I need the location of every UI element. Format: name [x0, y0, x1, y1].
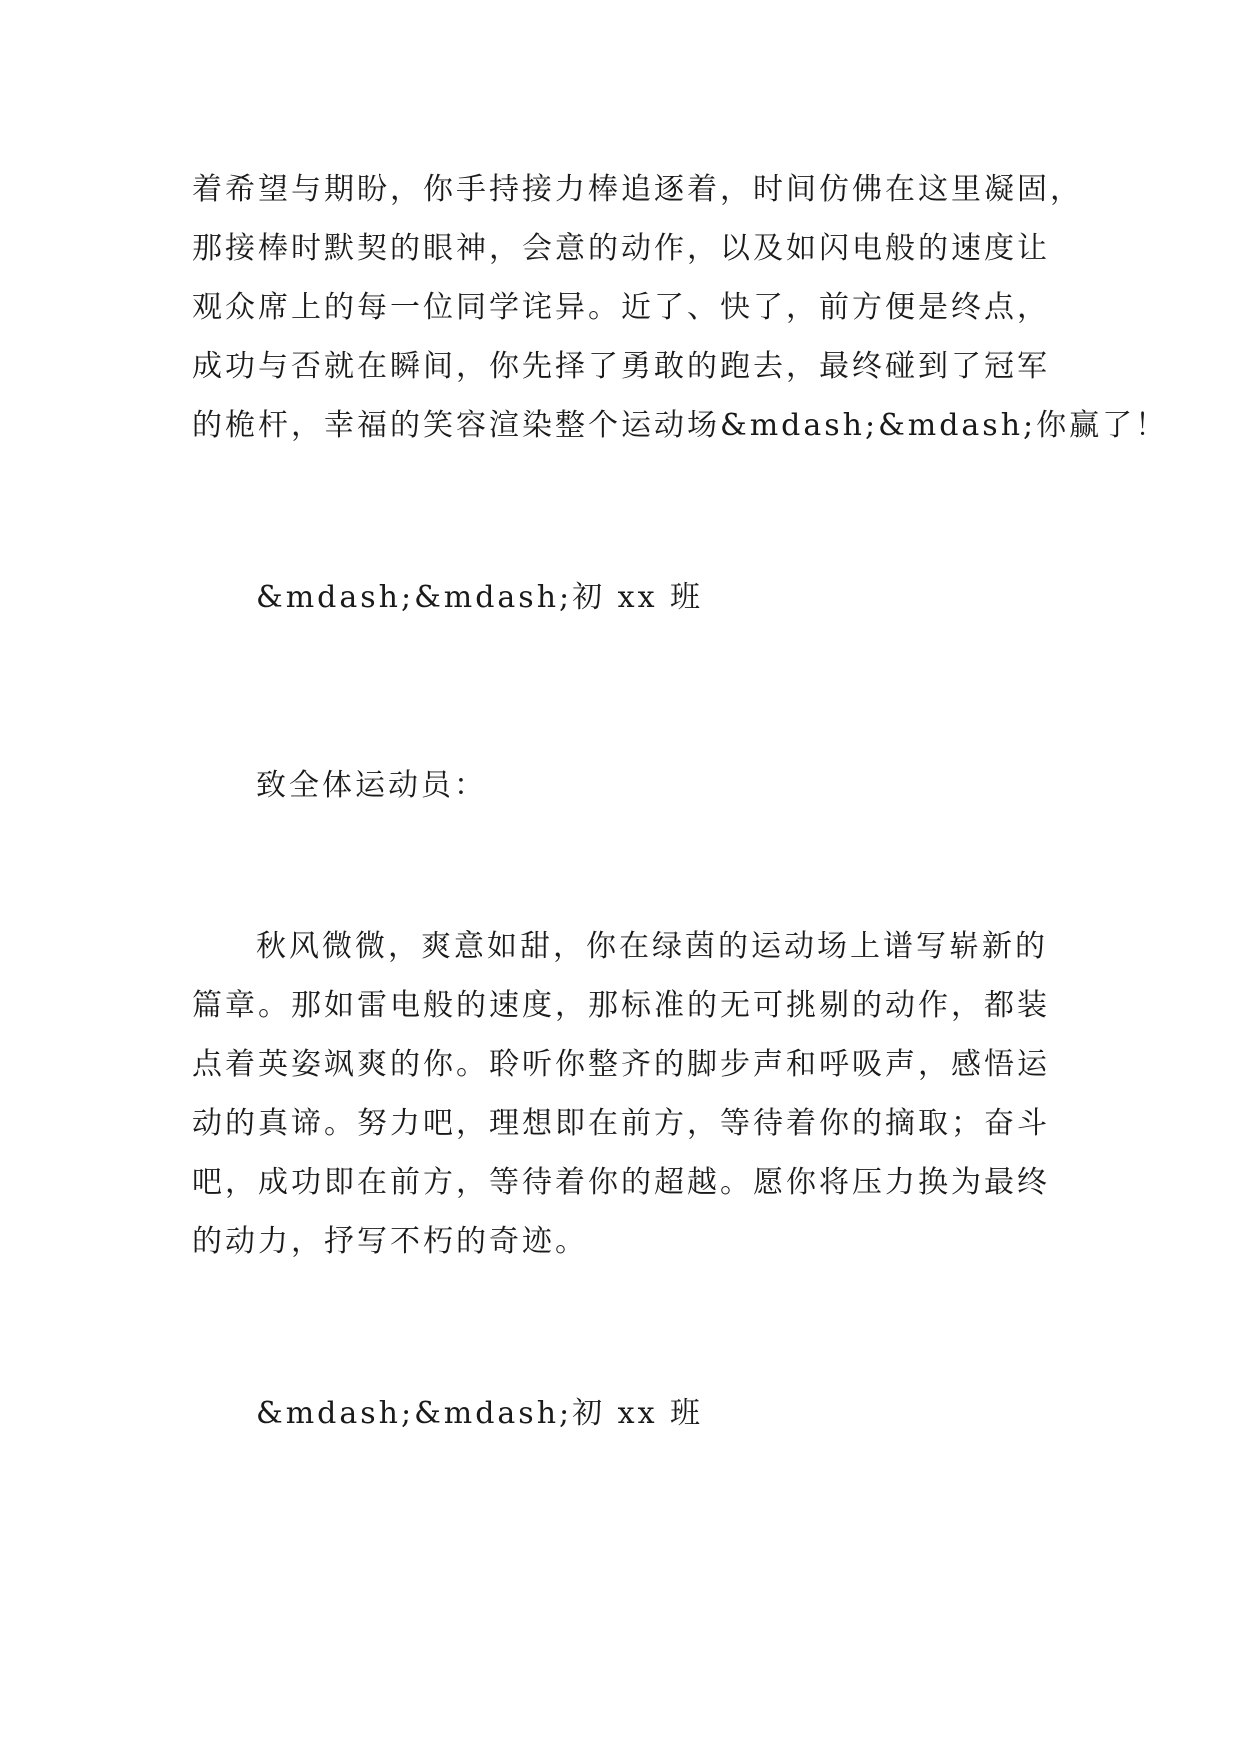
paragraph-line: 那接棒时默契的眼神，会意的动作，以及如闪电般的速度让: [192, 231, 1050, 266]
salutation: 致全体运动员：: [256, 768, 487, 803]
paragraph-relay-race: [192, 160, 1169, 455]
paragraph-line: 的桅杆，幸福的笑容渲染整个运动场&mdash;&mdash;你赢了！: [192, 408, 1169, 443]
paragraph-line: 吧，成功即在前方，等待着你的超越。愿你将压力换为最终: [192, 1165, 1050, 1200]
paragraph-line: 的动力，抒写不朽的奇迹。: [192, 1224, 588, 1259]
paragraph-line: 篇章。那如雷电般的速度，那标准的无可挑剔的动作，都装: [192, 988, 1050, 1023]
paragraph-line: 点着英姿飒爽的你。聆听你整齐的脚步声和呼吸声，感悟运: [192, 1047, 1050, 1082]
paragraph-line: 着希望与期盼，你手持接力棒追逐着，时间仿佛在这里凝固，: [192, 172, 1083, 207]
paragraph-to-athletes: [192, 917, 1072, 1271]
paragraph-line: 观众席上的每一位同学诧异。近了、快了，前方便是终点，: [192, 290, 1050, 325]
signature-class-2: &mdash;&mdash;初 xx 班: [256, 1396, 704, 1431]
paragraph-line: 动的真谛。努力吧，理想即在前方，等待着你的摘取；奋斗: [192, 1106, 1050, 1141]
paragraph-line: 成功与否就在瞬间，你先择了勇敢的跑去，最终碰到了冠军: [192, 349, 1050, 384]
signature-class-1: &mdash;&mdash;初 xx 班: [256, 580, 704, 615]
paragraph-line: 秋风微微，爽意如甜，你在绿茵的运动场上谱写崭新的: [256, 929, 1048, 964]
